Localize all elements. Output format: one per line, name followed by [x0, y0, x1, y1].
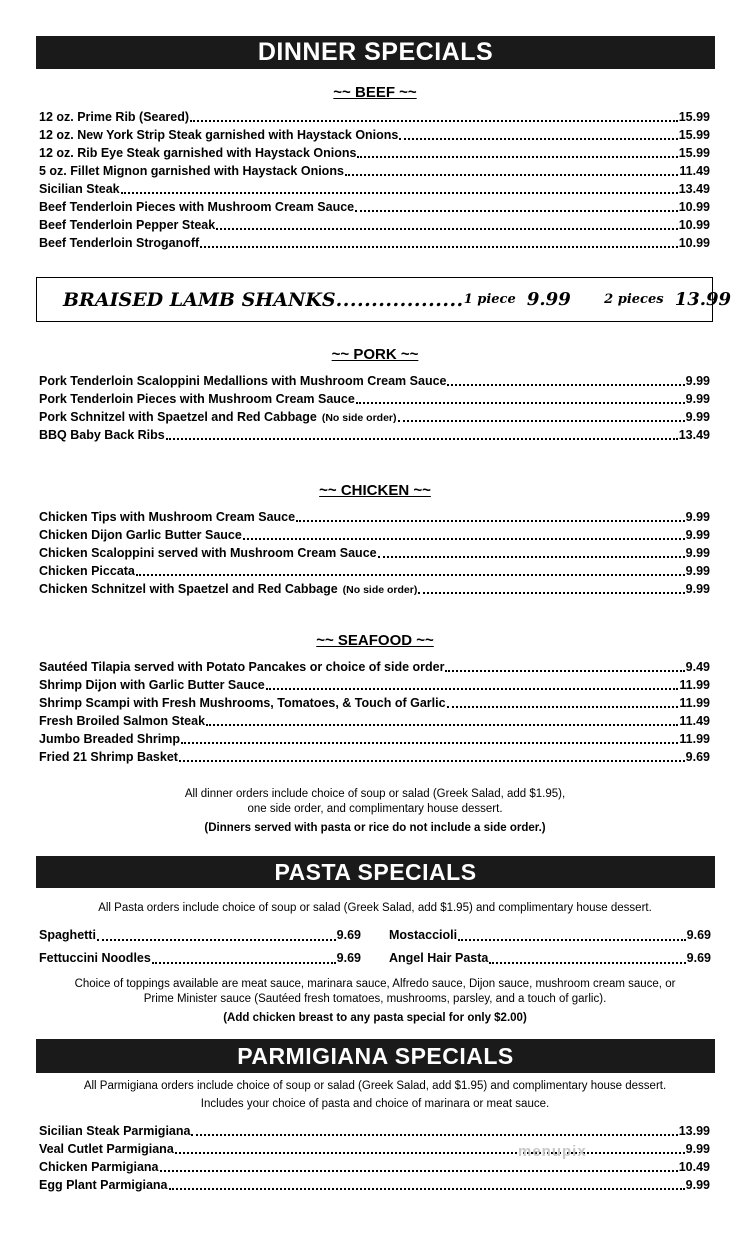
item-name: 12 oz. Rib Eye Steak garnished with Haystack Onions — [39, 146, 357, 160]
leader-dots — [200, 246, 678, 248]
item-name: Pork Tenderloin Pieces with Mushroom Cream Sauce — [39, 392, 355, 406]
leader-dots — [296, 520, 685, 522]
dinner-note-line2: one side order, and complimentary house dessert. — [247, 803, 503, 815]
item-price: 9.69 — [336, 928, 361, 942]
menu-item — [39, 390, 710, 408]
item-name: Beef Tenderloin Stroganoff — [39, 236, 200, 250]
pasta-left-column — [39, 924, 361, 970]
leader-dots — [447, 706, 679, 708]
item-name: Chicken Dijon Garlic Butter Sauce — [39, 528, 242, 542]
item-name: Pork Schnitzel with Spaetzel and Red Cabbage — [39, 410, 317, 424]
leader-dots — [378, 556, 685, 558]
leader-dots — [166, 438, 678, 440]
leader-dots — [206, 724, 678, 726]
beef-list — [39, 108, 710, 252]
item-price: 11.99 — [679, 696, 710, 710]
pasta-right-column — [389, 924, 711, 970]
item-price: 9.99 — [685, 1142, 710, 1156]
item-price: 11.99 — [679, 732, 710, 746]
menu-item — [39, 947, 361, 970]
pasta-intro: All Pasta orders include choice of soup or salad (Greek Salad, add $1.95) and complimentary house dessert. — [98, 902, 652, 914]
item-name: Pork Tenderloin Scaloppini Medallions with Mushroom Cream Sauce — [39, 374, 447, 388]
lamb-shanks-name: BRAISED LAMB SHANKS — [63, 288, 336, 311]
menu-item — [39, 508, 710, 526]
dinner-note-line1: All dinner orders include choice of soup or salad (Greek Salad, add $1.95), — [184, 788, 566, 800]
item-price: 9.99 — [685, 374, 710, 388]
pasta-specials-banner: PASTA SPECIALS — [36, 856, 715, 888]
item-price: 9.99 — [685, 564, 710, 578]
menu-item — [39, 580, 710, 598]
item-name: Chicken Scaloppini served with Mushroom Cream Sauce — [39, 546, 377, 560]
menu-item — [39, 198, 710, 216]
item-name: 5 oz. Fillet Mignon garnished with Haystack Onions — [39, 164, 344, 178]
menu-item — [39, 676, 710, 694]
leader-dots — [169, 1188, 685, 1190]
menu-item — [39, 162, 710, 180]
seafood-list — [39, 658, 710, 766]
menu-item — [389, 947, 711, 970]
item-name: Fresh Broiled Salmon Steak — [39, 714, 206, 728]
item-price: 11.99 — [679, 678, 710, 692]
lamb-shanks-box — [36, 277, 732, 322]
menu-item — [39, 730, 710, 748]
item-price: 9.99 — [685, 546, 710, 560]
watermark: menupix — [518, 1143, 587, 1160]
item-price: 9.99 — [685, 528, 710, 542]
pasta-toppings-note — [0, 977, 750, 1026]
item-price: 13.99 — [678, 1124, 710, 1138]
item-name: Egg Plant Parmigiana — [39, 1178, 168, 1192]
leader-dots — [152, 962, 336, 964]
item-price: 9.69 — [686, 951, 711, 965]
leader-dots — [399, 138, 677, 140]
item-price: 15.99 — [678, 146, 710, 160]
menu-item — [39, 1176, 710, 1194]
item-price: 9.69 — [336, 951, 361, 965]
item-name: Spaghetti — [39, 928, 96, 942]
menu-item — [39, 126, 710, 144]
beef-heading: ~~ BEEF ~~ — [333, 84, 417, 101]
menu-item — [39, 924, 361, 947]
item-price: 10.99 — [678, 218, 710, 232]
parmigiana-intro-line1: All Parmigiana orders include choice of soup or salad (Greek Salad, add $1.95) and complimentary house dessert. — [83, 1080, 667, 1092]
item-name: Mostaccioli — [389, 928, 458, 942]
item-name: Beef Tenderloin Pieces with Mushroom Cream Sauce — [39, 200, 355, 214]
menu-item — [39, 544, 710, 562]
leader-dots — [356, 402, 685, 404]
menu-item — [39, 426, 710, 444]
leader-dots — [418, 592, 684, 594]
pork-heading: ~~ PORK ~~ — [331, 346, 419, 363]
parmigiana-specials-banner: PARMIGIANA SPECIALS — [36, 1039, 715, 1073]
item-name: Jumbo Breaded Shrimp — [39, 732, 180, 746]
menu-item — [39, 144, 710, 162]
item-price: 15.99 — [678, 128, 710, 142]
leader-dots — [355, 210, 678, 212]
menu-item — [39, 748, 710, 766]
item-note: (No side order) — [342, 584, 418, 596]
leader-dots — [458, 939, 686, 941]
menu-item — [39, 658, 710, 676]
item-price: 10.99 — [678, 200, 710, 214]
lamb-two-label: 2 pieces — [604, 292, 664, 307]
item-note: (No side order) — [321, 412, 397, 424]
item-price: 10.49 — [678, 1160, 710, 1174]
item-price: 9.69 — [686, 928, 711, 942]
menu-item — [39, 1140, 710, 1158]
item-name: Shrimp Scampi with Fresh Mushrooms, Tomatoes, & Touch of Garlic — [39, 696, 446, 710]
item-name: Sautéed Tilapia served with Potato Pancakes or choice of side order — [39, 660, 445, 674]
leader-dots — [345, 174, 679, 176]
item-price: 13.49 — [678, 182, 710, 196]
menu-item — [39, 408, 710, 426]
leader-dots — [266, 688, 679, 690]
leader-dots — [191, 1134, 677, 1136]
parmigiana-list — [39, 1122, 710, 1194]
item-price: 9.99 — [685, 410, 710, 424]
dinner-note — [0, 787, 750, 836]
toppings-bold: (Add chicken breast to any pasta special for only $2.00) — [223, 1012, 527, 1024]
menu-item — [39, 712, 710, 730]
item-name: BBQ Baby Back Ribs — [39, 428, 165, 442]
chicken-heading: ~~ CHICKEN ~~ — [319, 482, 431, 499]
menu-item — [39, 694, 710, 712]
menu-item — [39, 234, 710, 252]
item-price: 11.49 — [679, 714, 710, 728]
leader-dots — [489, 962, 685, 964]
leader-dots — [121, 192, 678, 194]
menu-item — [389, 924, 711, 947]
item-name: Beef Tenderloin Pepper Steak — [39, 218, 216, 232]
item-price: 9.99 — [685, 392, 710, 406]
item-name: Sicilian Steak — [39, 182, 120, 196]
item-name: Chicken Tips with Mushroom Cream Sauce — [39, 510, 296, 524]
menu-item — [39, 1122, 710, 1140]
leader-dots: .................. — [335, 288, 464, 311]
item-name: Sicilian Steak Parmigiana — [39, 1124, 191, 1138]
item-name: 12 oz. Prime Rib (Seared) — [39, 110, 190, 124]
leader-dots — [136, 574, 685, 576]
leader-dots — [243, 538, 685, 540]
menu-item — [39, 1158, 710, 1176]
item-price: 13.49 — [678, 428, 710, 442]
item-name: 12 oz. New York Strip Steak garnished with Haystack Onions — [39, 128, 399, 142]
toppings-line2: Prime Minister sauce (Sautéed fresh tomatoes, mushrooms, parsley, and a touch of garlic). — [143, 993, 607, 1005]
lamb-one-label: 1 piece — [463, 292, 516, 307]
item-name: Fried 21 Shrimp Basket — [39, 750, 178, 764]
item-price: 15.99 — [678, 110, 710, 124]
leader-dots — [175, 1152, 685, 1154]
dinner-specials-banner: DINNER SPECIALS — [36, 36, 715, 69]
menu-item — [39, 180, 710, 198]
chicken-list — [39, 508, 710, 598]
leader-dots — [179, 760, 685, 762]
item-name: Fettuccini Noodles — [39, 951, 151, 965]
item-price: 10.99 — [678, 236, 710, 250]
menu-item — [39, 216, 710, 234]
menu-item — [39, 108, 710, 126]
item-name: Shrimp Dijon with Garlic Butter Sauce — [39, 678, 265, 692]
menu-item — [39, 562, 710, 580]
item-name: Chicken Piccata — [39, 564, 135, 578]
parmigiana-intro — [0, 1077, 750, 1113]
leader-dots — [97, 939, 336, 941]
item-price: 9.69 — [685, 750, 710, 764]
lamb-two-price: 13.99 — [674, 289, 732, 310]
item-name: Chicken Parmigiana — [39, 1160, 159, 1174]
item-price: 9.99 — [685, 1178, 710, 1192]
leader-dots — [398, 420, 685, 422]
parmigiana-intro-line2: Includes your choice of pasta and choice of marinara or meat sauce. — [200, 1098, 550, 1110]
leader-dots — [447, 384, 684, 386]
leader-dots — [160, 1170, 678, 1172]
dinner-note-bold: (Dinners served with pasta or rice do not include a side order.) — [204, 822, 546, 834]
leader-dots — [190, 120, 678, 122]
leader-dots — [357, 156, 677, 158]
menu-item — [39, 372, 710, 390]
toppings-line1: Choice of toppings available are meat sauce, marinara sauce, Alfredo sauce, Dijon sauce, mushroom cream sauce, or — [74, 978, 676, 990]
item-price: 9.99 — [685, 582, 710, 596]
menu-item — [39, 526, 710, 544]
seafood-heading: ~~ SEAFOOD ~~ — [316, 632, 434, 649]
leader-dots — [216, 228, 678, 230]
item-name: Chicken Schnitzel with Spaetzel and Red Cabbage — [39, 582, 338, 596]
item-price: 11.49 — [679, 164, 710, 178]
item-price: 9.49 — [685, 660, 710, 674]
leader-dots — [181, 742, 678, 744]
pork-list — [39, 372, 710, 444]
item-name: Veal Cutlet Parmigiana — [39, 1142, 174, 1156]
lamb-one-price: 9.99 — [526, 289, 571, 310]
leader-dots — [445, 670, 684, 672]
item-price: 9.99 — [685, 510, 710, 524]
item-name: Angel Hair Pasta — [389, 951, 489, 965]
